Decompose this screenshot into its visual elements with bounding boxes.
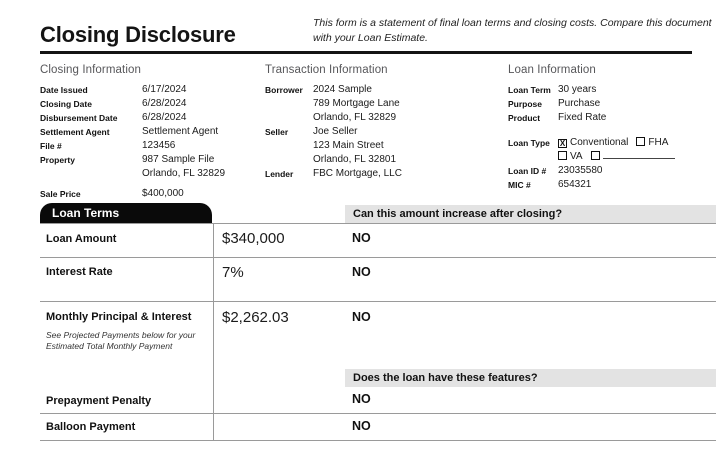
field-label: Purpose xyxy=(508,99,543,109)
loan-amount-label: Loan Amount xyxy=(46,233,117,245)
checkbox-mark: X xyxy=(559,139,566,148)
balloon-payment-label: Balloon Payment xyxy=(46,421,136,433)
field-purpose xyxy=(508,97,713,111)
field-value xyxy=(313,125,396,167)
section-title: Transaction Information xyxy=(265,64,388,76)
field-property xyxy=(40,153,262,181)
property-line-1: 987 Sample File xyxy=(142,154,215,165)
page-title: Closing Disclosure xyxy=(40,22,236,47)
prepayment-penalty-answer: NO xyxy=(352,392,371,406)
checkbox-label: FHA xyxy=(648,137,669,148)
field-value: Purchase xyxy=(558,98,601,109)
field-label: Date Issued xyxy=(40,85,88,95)
question-header-features: Does the loan have these features? xyxy=(345,369,716,387)
borrower-line-1: 2024 Sample xyxy=(313,84,372,95)
field-borrower xyxy=(265,83,500,125)
interest-rate-answer: NO xyxy=(352,265,371,279)
field-sale-price xyxy=(40,187,262,201)
field-value: $400,000 xyxy=(142,188,184,199)
seller-line-1: Joe Seller xyxy=(313,126,358,137)
blank-fill-line xyxy=(603,150,675,159)
borrower-line-3: Orlando, FL 32829 xyxy=(313,112,397,123)
table-line xyxy=(40,440,716,441)
field-value: FBC Mortgage, LLC xyxy=(313,168,402,179)
field-settlement-agent xyxy=(40,125,262,139)
field-value: 6/17/2024 xyxy=(142,84,187,95)
field-label: Seller xyxy=(265,127,289,137)
table-line xyxy=(40,301,716,302)
field-value: Settlement Agent xyxy=(142,126,219,137)
field-label: Borrower xyxy=(265,85,303,95)
field-label: Loan Type xyxy=(508,138,550,148)
checkbox-label: Conventional xyxy=(570,137,629,148)
field-label: Settlement Agent xyxy=(40,127,110,137)
borrower-line-2: 789 Mortgage Lane xyxy=(313,98,400,109)
field-label: Loan ID # xyxy=(508,166,547,176)
table-line xyxy=(40,257,716,258)
transaction-information-section xyxy=(265,64,500,181)
field-loan-term xyxy=(508,83,713,97)
section-title: Closing Information xyxy=(40,64,141,76)
loan-type-line-1 xyxy=(558,136,676,150)
field-value: 30 years xyxy=(558,84,597,95)
question-header-increase: Can this amount increase after closing? xyxy=(345,205,716,223)
loan-terms-tab: Loan Terms xyxy=(40,203,212,224)
header-divider xyxy=(40,51,692,54)
property-line-2: Orlando, FL 32829 xyxy=(142,168,226,179)
field-date-issued xyxy=(40,83,262,97)
field-closing-date xyxy=(40,97,262,111)
prepayment-penalty-label: Prepayment Penalty xyxy=(46,395,152,407)
field-label: Property xyxy=(40,155,75,165)
balloon-payment-answer: NO xyxy=(352,419,371,433)
spacer xyxy=(508,125,713,136)
table-column-divider xyxy=(213,224,214,440)
field-loan-id xyxy=(508,164,713,178)
form-description: This form is a statement of final loan terms and closing costs. Compare this document with your Loan Estimate. xyxy=(313,17,712,44)
seller-line-2: 123 Main Street xyxy=(313,140,384,151)
field-value: Fixed Rate xyxy=(558,112,607,123)
field-label: Loan Term xyxy=(508,85,551,95)
interest-rate-label: Interest Rate xyxy=(46,266,113,278)
field-mic xyxy=(508,178,713,192)
field-value: 23035580 xyxy=(558,165,603,176)
monthly-pi-value: $2,262.03 xyxy=(222,309,289,326)
loan-amount-value: $340,000 xyxy=(222,230,285,247)
field-label: MIC # xyxy=(508,180,531,190)
field-value xyxy=(142,153,225,181)
field-label: Disbursement Date xyxy=(40,113,118,123)
interest-rate-value: 7% xyxy=(222,264,244,281)
field-label: Lender xyxy=(265,169,294,179)
checkbox-fha[interactable] xyxy=(636,137,645,146)
field-seller xyxy=(265,125,500,167)
loan-type-options xyxy=(558,136,676,164)
loan-information-section xyxy=(508,64,713,192)
monthly-pi-label: Monthly Principal & Interest xyxy=(46,311,192,323)
loan-amount-answer: NO xyxy=(352,231,371,245)
field-label: Product xyxy=(508,113,541,123)
checkbox-conventional[interactable] xyxy=(558,139,567,148)
closing-information-section xyxy=(40,64,262,201)
seller-line-3: Orlando, FL 32801 xyxy=(313,154,397,165)
field-product xyxy=(508,111,713,125)
loan-type-line-2 xyxy=(558,150,676,164)
section-title: Loan Information xyxy=(508,64,596,76)
field-value: 123456 xyxy=(142,140,176,151)
field-value: 6/28/2024 xyxy=(142,98,187,109)
checkbox-other[interactable] xyxy=(591,151,600,160)
field-loan-type xyxy=(508,136,713,164)
field-label: File # xyxy=(40,141,62,151)
field-lender xyxy=(265,167,500,181)
field-disbursement-date xyxy=(40,111,262,125)
field-file-number xyxy=(40,139,262,153)
checkbox-va[interactable] xyxy=(558,151,567,160)
table-line xyxy=(40,413,716,414)
monthly-pi-note: See Projected Payments below for your Estimated Total Monthly Payment xyxy=(46,330,196,352)
field-label: Closing Date xyxy=(40,99,92,109)
field-value xyxy=(313,83,400,125)
field-value: 6/28/2024 xyxy=(142,112,187,123)
field-value: 654321 xyxy=(558,179,592,190)
table-line xyxy=(40,223,716,224)
monthly-pi-answer: NO xyxy=(352,310,371,324)
field-label: Sale Price xyxy=(40,189,81,199)
checkbox-label: VA xyxy=(570,151,583,162)
